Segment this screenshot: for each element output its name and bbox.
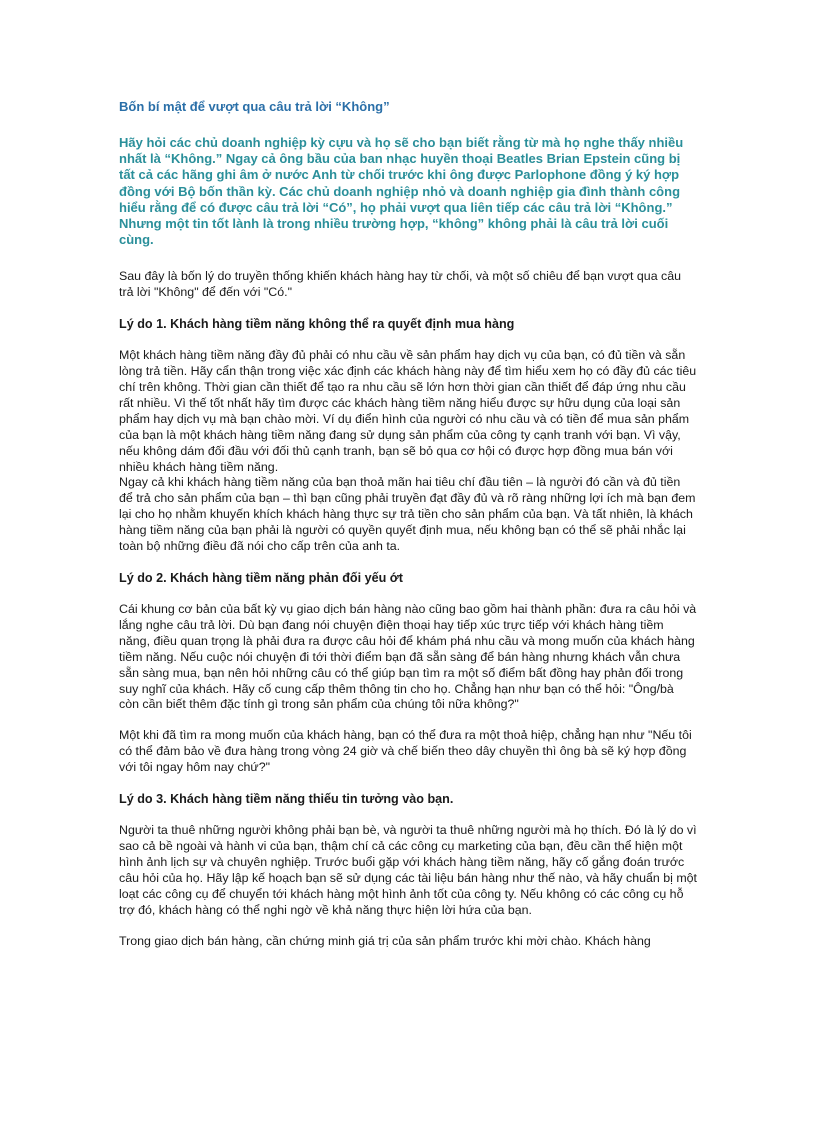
section-3-paragraph-1: Người ta thuê những người không phải bạn bè, và người ta thuê những người mà họ thích. Đó là lý do vì sao cả bề ngoài và hành vi của bạn, thậm chí cả các công cụ marketing của bạn, đều cần thể hiện một hình ảnh lịch sự và chuyên nghiệp. Trước buổi gặp với khách hàng tiềm năng, hãy cố gắng đoán trước câu hỏi của họ. Hãy lập kế hoạch bạn sẽ sử dụng các tài liệu bán hàng như thế nào, và hãy chuẩn bị một loạt các công cụ để chuyển tới khách hàng một hình ảnh tốt của công ty. Nếu không có các công cụ hỗ trợ đó, khách hàng có thể nghi ngờ về khả năng thực hiện lời hứa của bạn. [119, 823, 697, 917]
document-title: Bốn bí mật để vượt qua câu trả lời “Không” [119, 99, 390, 114]
section-3-heading: Lý do 3. Khách hàng tiềm năng thiếu tin tưởng vào bạn. [119, 792, 454, 807]
section-2-heading: Lý do 2. Khách hàng tiềm năng phản đối yếu ớt [119, 571, 403, 586]
lead-paragraph: Hãy hỏi các chủ doanh nghiệp kỳ cựu và họ sẽ cho bạn biết rằng từ mà họ nghe thấy nhiều nhất là “Không.” Ngay cả ông bầu của ban nhạc huyền thoại Beatles Brian Epstein cũng bị tất cả các hãng ghi âm ở nước Anh từ chối trước khi ông được Parlophone đồng ý ký hợp đồng với Bộ bốn thần kỳ. Các chủ doanh nghiệp nhỏ và doanh nghiệp gia đình thành công hiểu rằng để có được câu trả lời “Có”, họ phải vượt qua liên tiếp các câu trả lời “Không.” Nhưng một tin tốt lành là trong nhiều trường hợp, “không” không phải là câu trả lời cuối cùng. [119, 135, 684, 248]
section-2-paragraph-2: Một khi đã tìm ra mong muốn của khách hàng, bạn có thể đưa ra một thoả hiệp, chẳng hạn như "Nếu tôi có thể đảm bảo về đưa hàng trong vòng 24 giờ và chế biến theo dây chuyền thì ông bà sẽ ký hợp đồng với tôi ngay hôm nay chứ?" [119, 728, 692, 775]
section-1-heading: Lý do 1. Khách hàng tiềm năng không thể ra quyết định mua hàng [119, 317, 515, 332]
section-1-paragraph-1: Một khách hàng tiềm năng đầy đủ phải có nhu cầu về sản phẩm hay dịch vụ của bạn, có đủ tiền và sẵn lòng trả tiền. Hãy cẩn thận trong việc xác định các khách hàng này để tìm hiểu xem họ có đầy đủ các tiêu chí trên không. Thời gian cần thiết để tạo ra nhu cầu sẽ lớn hơn thời gian cần thiết để đáp ứng nhu cầu rất nhiều. Vì thế tốt nhất hãy tìm được các khách hàng tiềm năng hiểu được sự hữu dụng của loại sản phẩm hay dịch vụ mà bạn chào mời. Ví dụ điển hình của người có nhu cầu và có tiền để mua sản phẩm của bạn là một khách hàng tiềm năng đang sử dụng sản phẩm của công ty cạnh tranh với bạn. Vì vậy, nếu không dám đối đầu với đối thủ cạnh tranh, bạn sẽ bỏ qua cơ hội có được hợp đồng mua bán với nhiều khách hàng tiềm năng. [119, 348, 697, 474]
document-page [119, 98, 697, 949]
section-3-paragraph-2: Trong giao dịch bán hàng, cần chứng minh giá trị của sản phẩm trước khi mời chào. Khách hàng [119, 933, 651, 948]
section-2-paragraph-1: Cái khung cơ bản của bất kỳ vụ giao dịch bán hàng nào cũng bao gồm hai thành phần: đưa ra câu hỏi và lắng nghe câu trả lời. Dù bạn đang nói chuyện điện thoại hay tiếp xúc trực tiếp với khách hàng tiềm năng, điều quan trọng là phải đưa ra được câu hỏi để khám phá nhu cầu và mong muốn của khách hàng tiềm năng. Nếu cuộc nói chuyện đi tới thời điểm bạn đã sẵn sàng để bán hàng nhưng khách vẫn chưa sẵn sàng mua, bạn nên hỏi những câu có thể giúp bạn tìm ra một số điểm bất đồng hay phản đối trong suy nghĩ của khách. Hãy cố cung cấp thêm thông tin cho họ. Chẳng hạn như bạn có thể hỏi: "Ông/bà còn cần biết thêm đặc tính gì trong sản phẩm của chúng tôi nữa không?" [119, 602, 697, 712]
intro-paragraph: Sau đây là bốn lý do truyền thống khiến khách hàng hay từ chối, và một số chiêu để bạn vượt qua câu trả lời "Không" để đến với "Có." [119, 269, 682, 300]
section-1-paragraph-2: Ngay cả khi khách hàng tiềm năng của bạn thoả mãn hai tiêu chí đầu tiên – là người đó cần và đủ tiền để trả cho sản phẩm của bạn – thì bạn cũng phải truyền đạt đầy đủ và rõ ràng những lợi ích mà bạn đem lại cho họ nhằm khuyến khích khách hàng thực sự trả tiền cho sản phẩm của bạn. Và tất nhiên, là khách hàng tiềm năng của bạn phải là người có quyền quyết định mua, nếu không bạn có thể sẽ phải nhắc lại toàn bộ những điều đã nói cho cấp trên của anh ta. [119, 475, 696, 554]
